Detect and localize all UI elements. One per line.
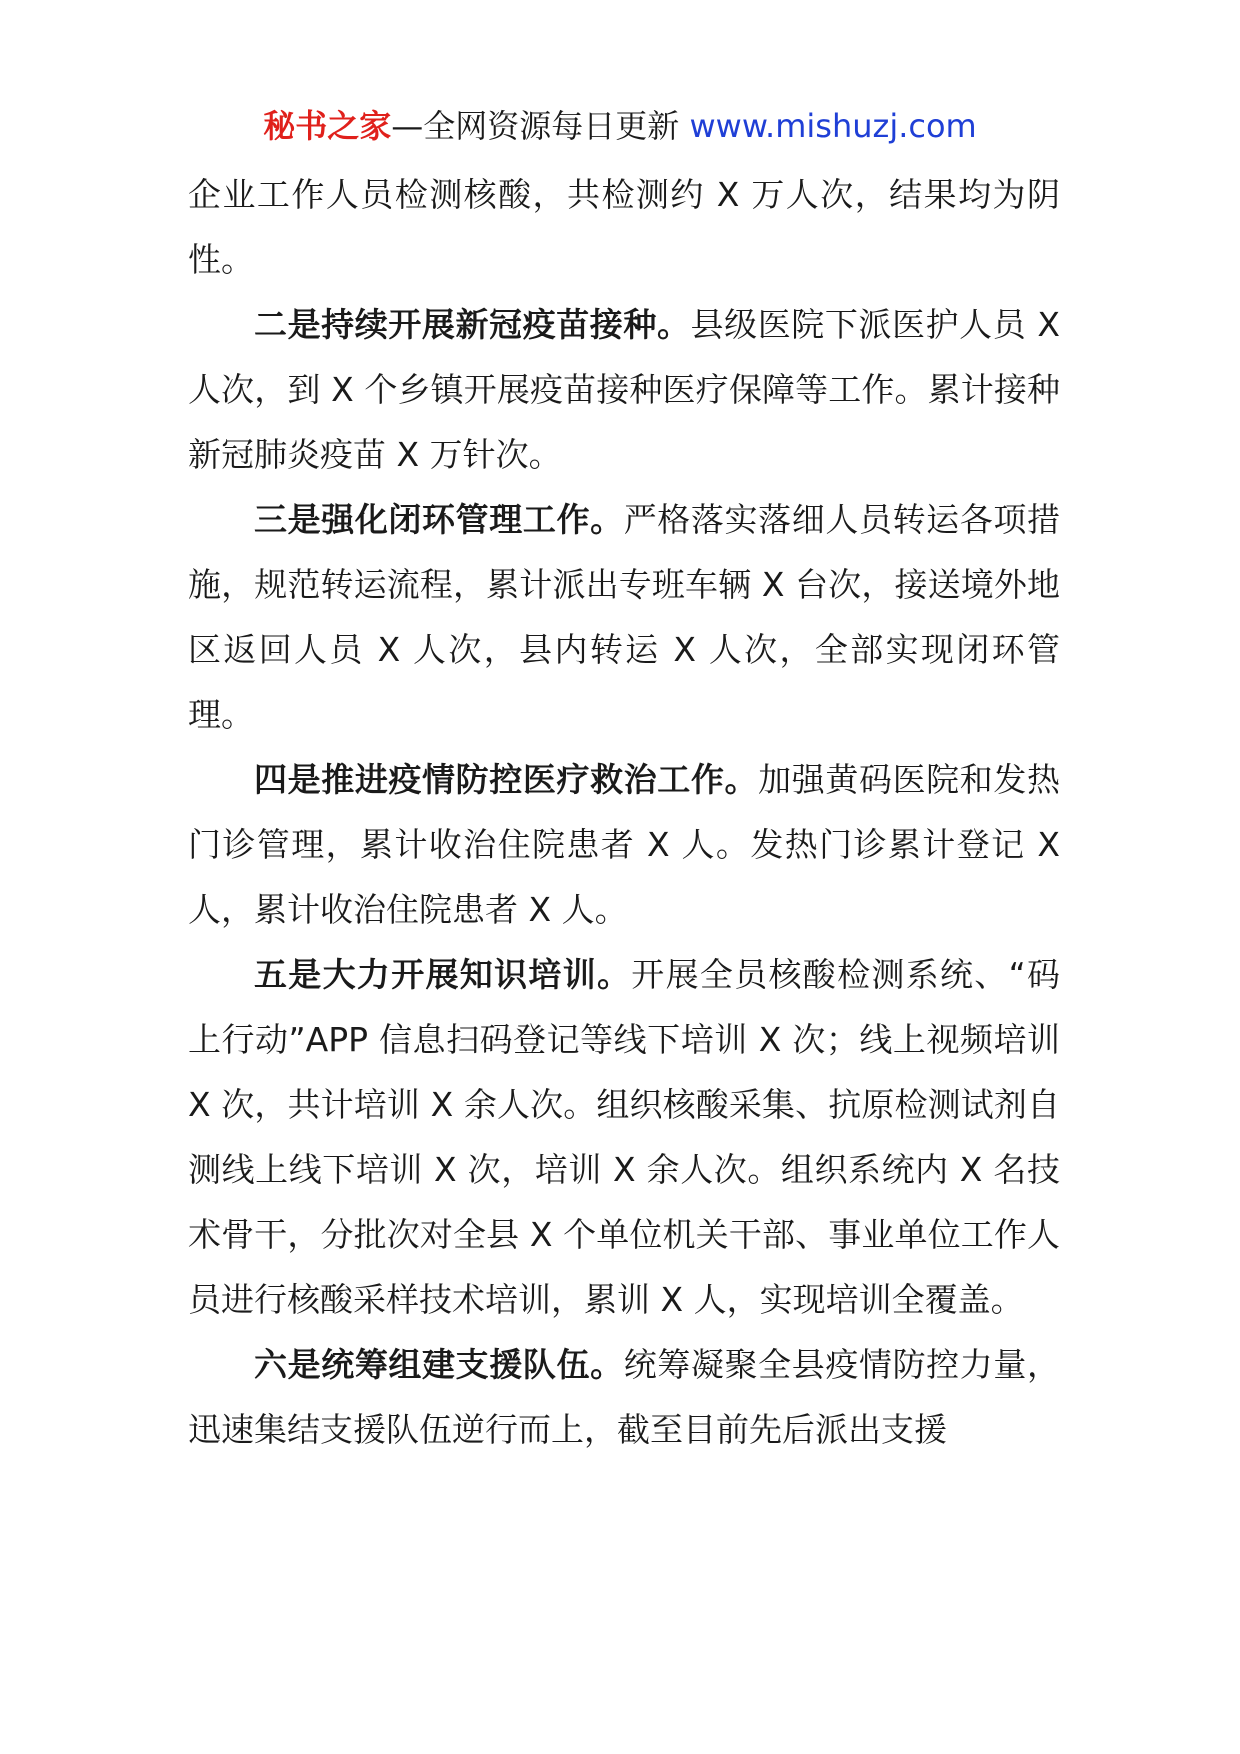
document-body: [188, 162, 1060, 1462]
site-url-link[interactable]: www.mishuzj.com: [689, 107, 977, 145]
paragraph-closed-loop: [188, 487, 1060, 747]
paragraph-continuation: [188, 162, 1060, 292]
paragraph-text: 开展全员核酸检测系统、“码上行动”APP 信息扫码登记等线下培训 X 次；线上视频培训 X 次，共计培训 X 余人次。组织核酸采集、抗原检测试剂自测线上线下培训 X 次，培训 X 余人次。组织系统内 X 名技术骨干，分批次对全县 X 个单位机关干部、事业单位工作人员进行核酸采样技术培训，累训 X 人，实现培训全覆盖。: [188, 955, 1060, 1319]
paragraph-heading: 四是推进疫情防控医疗救治工作。: [254, 760, 759, 799]
paragraph-training: [188, 942, 1060, 1332]
paragraph-heading: 二是持续开展新冠疫苗接种。: [254, 305, 691, 344]
paragraph-text: 统筹凝聚全县疫情防控力量，迅速集结支援队伍逆行而上，截至目前先后派出支援: [188, 1345, 1061, 1449]
paragraph-medical-treatment: [188, 747, 1060, 942]
paragraph-text: 加强黄码医院和发热门诊管理，累计收治住院患者 X 人。发热门诊累计登记 X 人，累计收治住院患者 X 人。: [188, 760, 1061, 929]
paragraph-text: 严格落实落细人员转运各项措施，规范转运流程，累计派出专班车辆 X 台次，接送境外地区返回人员 X 人次，县内转运 X 人次，全部实现闭环管理。: [188, 500, 1061, 734]
paragraph-heading: 六是统筹组建支援队伍。: [254, 1345, 624, 1384]
paragraph-text: 县级医院下派医护人员 X 人次，到 X 个乡镇开展疫苗接种医疗保障等工作。累计接种新冠肺炎疫苗 X 万针次。: [188, 305, 1060, 474]
paragraph-text: 企业工作人员检测核酸，共检测约 X 万人次，结果均为阴性。: [188, 175, 1060, 279]
paragraph-heading: 五是大力开展知识培训。: [254, 955, 632, 994]
paragraph-vaccination: [188, 292, 1060, 487]
site-brand: 秘书之家: [263, 107, 392, 145]
site-slogan: —全网资源每日更新: [391, 107, 680, 145]
paragraph-support-teams: [188, 1332, 1060, 1462]
paragraph-heading: 三是强化闭环管理工作。: [254, 500, 624, 539]
site-header: [0, 104, 1240, 148]
